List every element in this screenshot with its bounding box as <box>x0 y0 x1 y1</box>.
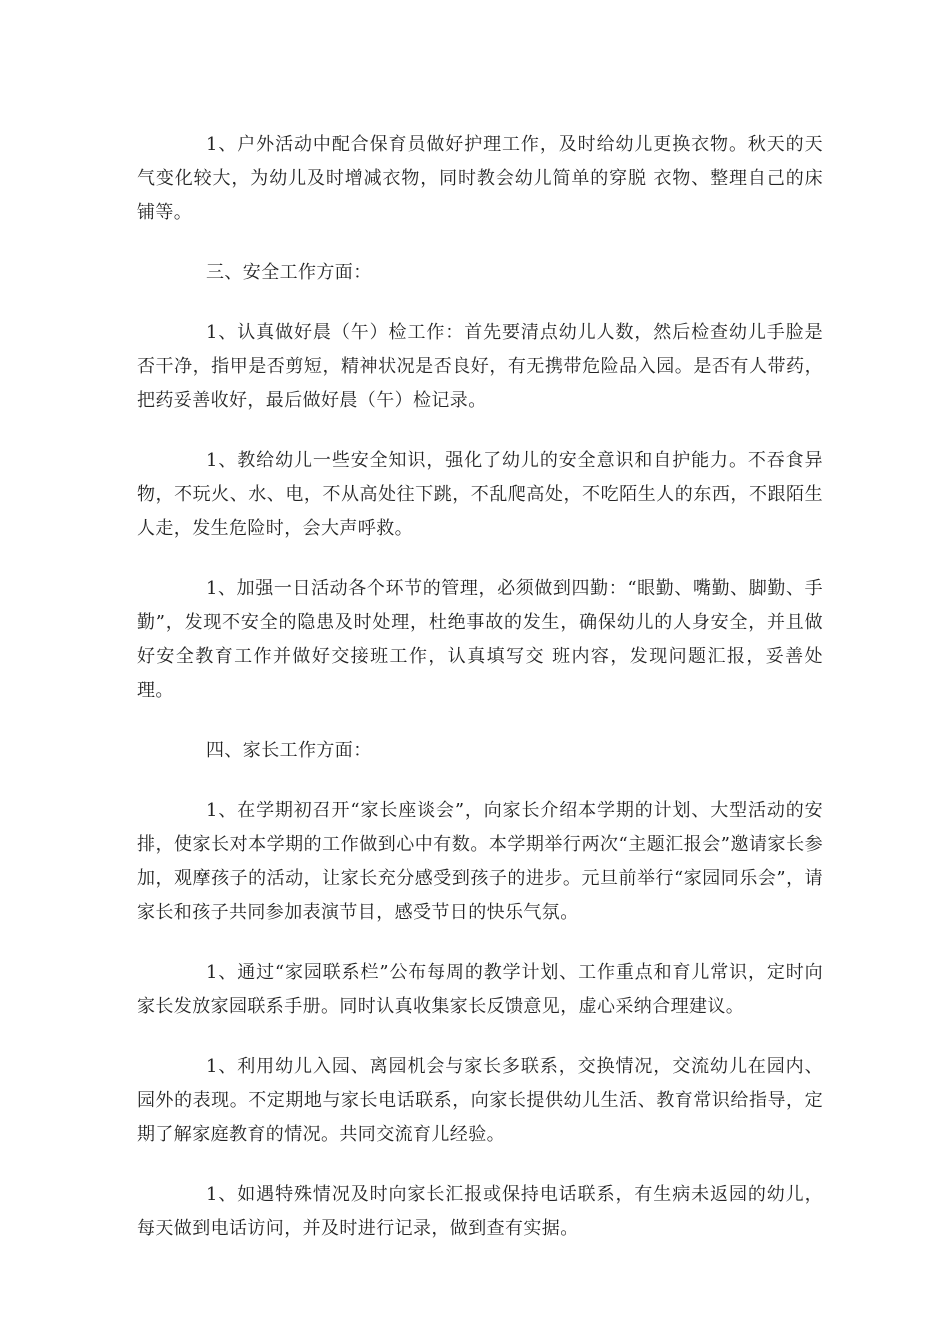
paragraph-contact-board: 1、通过“家园联系栏”公布每周的教学计划、工作重点和育儿常识，定时向家长发放家园联系手册。同时认真收集家长反馈意见，虚心采纳合理建议。 <box>137 962 823 1017</box>
paragraph-safety-knowledge: 1、教给幼儿一些安全知识，强化了幼儿的安全意识和自护能力。不吞食异物，不玩火、水、电，不从高处往下跳，不乱爬高处，不吃陌生人的东西，不跟陌生人走，发生危险时，会大声呼救。 <box>137 450 823 539</box>
paragraph-care-clothing: 1、户外活动中配合保育员做好护理工作，及时给幼儿更换衣物。秋天的天气变化较大，为幼儿及时增减衣物，同时教会幼儿简单的穿脱 衣物、整理自己的床铺等。 <box>137 134 823 223</box>
document-body <box>137 128 823 1272</box>
paragraph-special-situations: 1、如遇特殊情况及时向家长汇报或保持电话联系，有生病未返园的幼儿，每天做到电话访问，并及时进行记录，做到查有实据。 <box>137 1184 823 1239</box>
paragraph-parent-communication: 1、利用幼儿入园、离园机会与家长多联系，交换情况，交流幼儿在园内、园外的表现。不定期地与家长电话联系，向家长提供幼儿生活、教育常识给指导，定期了解家庭教育的情况。共同交流育儿经验。 <box>137 1056 823 1145</box>
paragraph-daily-management: 1、加强一日活动各个环节的管理，必须做到四勤：“眼勤、嘴勤、脚勤、手勤”，发现不安全的隐患及时处理，杜绝事故的发生，确保幼儿的人身安全，并且做好安全教育工作并做好交接班工作，认真填写交 班内容，发现问题汇报，妥善处理。 <box>137 578 823 701</box>
paragraph-parent-meeting: 1、在学期初召开“家长座谈会”，向家长介绍本学期的计划、大型活动的安排，使家长对本学期的工作做到心中有数。本学期举行两次“主题汇报会”邀请家长参加，观摩孩子的活动，让家长充分感受到孩子的进步。元旦前举行“家园同乐会”，请家长和孩子共同参加表演节目，感受节日的快乐气氛。 <box>137 800 823 923</box>
section-heading-safety: 三、安全工作方面： <box>206 262 372 283</box>
section-heading-parents: 四、家长工作方面： <box>206 740 372 761</box>
paragraph-morning-check: 1、认真做好晨（午）检工作：首先要清点幼儿人数，然后检查幼儿手脸是否干净，指甲是否剪短，精神状况是否良好，有无携带危险品入园。是否有人带药，把药妥善收好，最后做好晨（午）检记录。 <box>137 322 823 411</box>
